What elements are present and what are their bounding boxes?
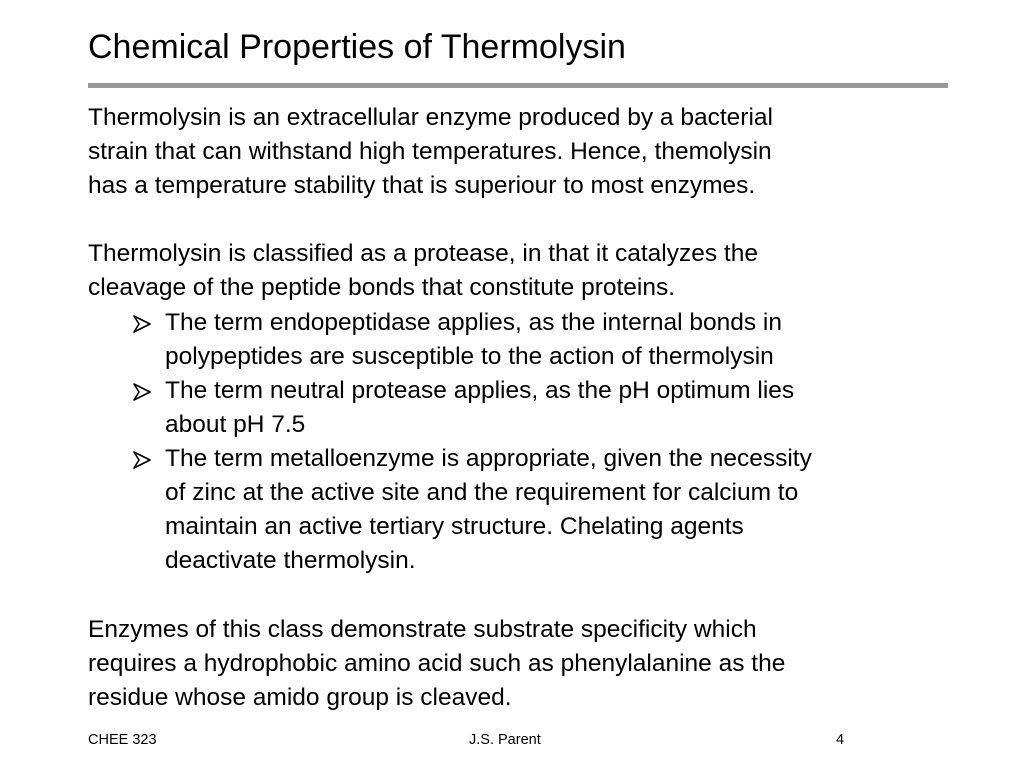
- paragraph-intro: [88, 101, 773, 203]
- paragraph-line: cleavage of the peptide bonds that constitute proteins.: [88, 274, 676, 301]
- paragraph-specificity: [88, 613, 785, 715]
- title-rule: [88, 83, 948, 88]
- bullet-line: polypeptides are susceptible to the action of thermolysin: [165, 343, 774, 370]
- paragraph-classification: [88, 237, 758, 305]
- paragraph-line: Thermolysin is classified as a protease, in that it catalyzes the: [88, 240, 758, 267]
- arrowhead-bullet-icon: [132, 374, 160, 401]
- paragraph-line: Thermolysin is an extracellular enzyme produced by a bacterial: [88, 104, 773, 131]
- bullet-line: The term endopeptidase applies, as the internal bonds in: [165, 309, 782, 336]
- bullet-line: maintain an active tertiary structure. Chelating agents: [165, 513, 744, 540]
- slide-title: Chemical Properties of Thermolysin: [88, 28, 626, 66]
- bullet-line: The term neutral protease applies, as the pH optimum lies: [165, 377, 795, 404]
- bullet-line: deactivate thermolysin.: [165, 547, 416, 574]
- paragraph-line: has a temperature stability that is superiour to most enzymes.: [88, 172, 756, 199]
- bullet-line: of zinc at the active site and the requirement for calcium to: [165, 479, 799, 506]
- bullet-line: about pH 7.5: [165, 411, 306, 438]
- footer-page-number: 4: [836, 732, 845, 748]
- paragraph-line: requires a hydrophobic amino acid such as phenylalanine as the: [88, 650, 786, 677]
- footer-course: CHEE 323: [88, 732, 157, 748]
- paragraph-line: residue whose amido group is cleaved.: [88, 684, 512, 711]
- arrowhead-bullet-icon: [132, 442, 160, 469]
- paragraph-line: Enzymes of this class demonstrate substrate specificity which: [88, 616, 757, 643]
- footer-author: J.S. Parent: [469, 732, 541, 748]
- paragraph-line: strain that can withstand high temperatures. Hence, themolysin: [88, 138, 772, 165]
- bullet-line: The term metalloenzyme is appropriate, given the necessity: [165, 445, 812, 472]
- arrowhead-bullet-icon: [132, 306, 160, 333]
